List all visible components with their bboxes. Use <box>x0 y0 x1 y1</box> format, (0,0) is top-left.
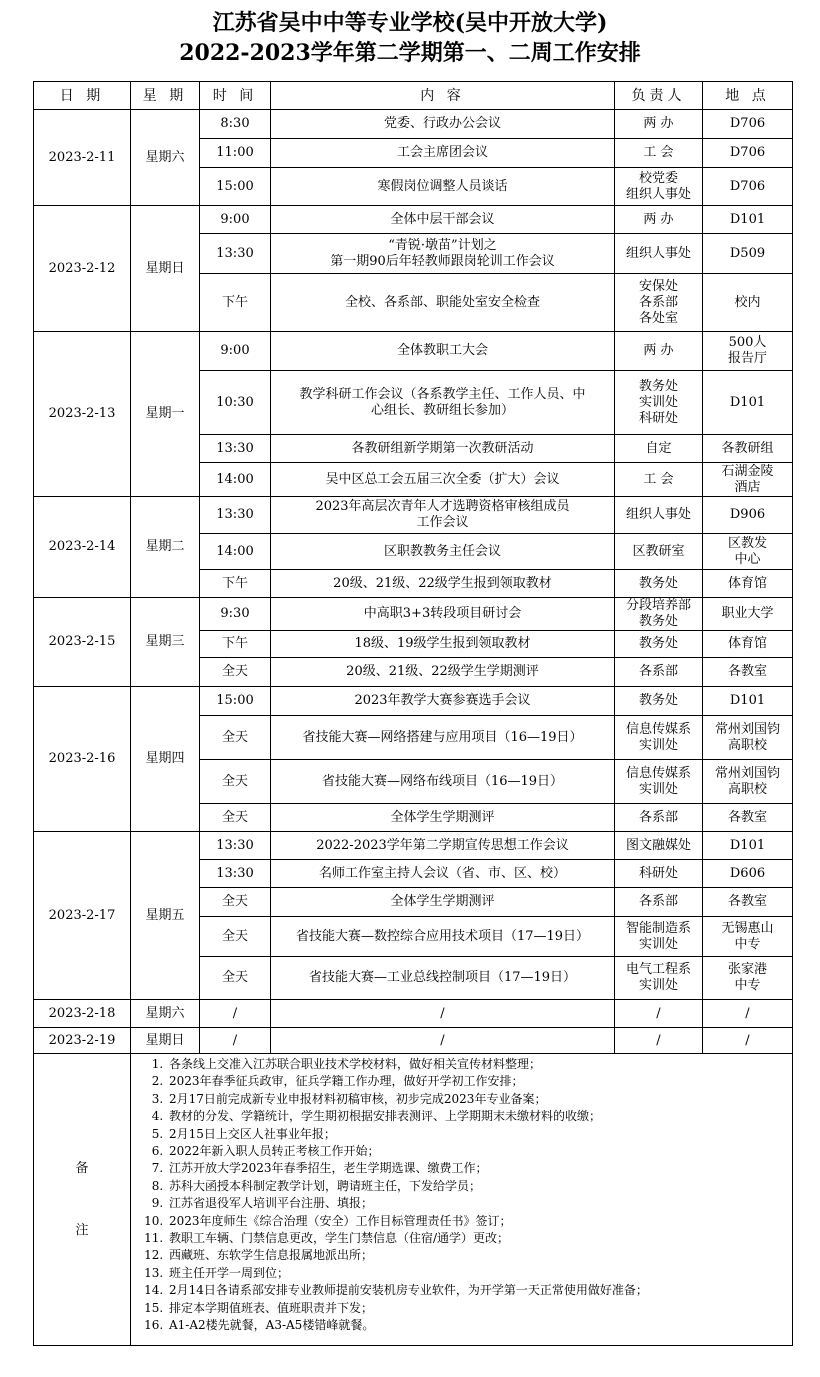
notes-label-char: 注 <box>75 1222 89 1238</box>
location-cell-line: / <box>745 1005 750 1021</box>
content-cell <box>271 371 615 435</box>
owner-cell-line: 各系部 <box>638 294 678 310</box>
location-cell-line: D101 <box>729 394 766 410</box>
owner-cell-line: 自定 <box>645 440 672 456</box>
location-cell <box>703 206 793 234</box>
time-cell: 13:30 <box>200 497 271 534</box>
owner-cell <box>615 804 703 832</box>
content-cell-line: “青锐·墩苗”计划之 <box>388 237 497 253</box>
content-cell <box>271 631 615 658</box>
content-cell-line: 省技能大赛—网络布线项目（16—19日） <box>321 773 564 789</box>
note-item: 6. 2022年新入职人员转正考核工作开始； <box>167 1143 786 1160</box>
content-cell-line: 2023年教学大赛参赛选手会议 <box>354 693 531 708</box>
schedule-row <box>34 832 793 860</box>
owner-cell-line: 智能制造系 <box>625 920 691 936</box>
owner-cell <box>615 917 703 957</box>
time-cell: 下午 <box>200 274 271 332</box>
content-cell-line: 区职教教务主任会议 <box>383 543 501 559</box>
location-cell <box>703 917 793 957</box>
owner-cell-line: 教务处 <box>638 614 678 629</box>
content-cell <box>271 598 615 631</box>
content-cell <box>271 716 615 760</box>
owner-cell <box>615 658 703 687</box>
content-cell-line: 全校、各系部、职能处室安全检查 <box>344 294 540 310</box>
location-cell-line: 各教室 <box>727 664 767 679</box>
location-cell <box>703 168 793 206</box>
location-cell <box>703 860 793 888</box>
location-cell-line: 报告厅 <box>727 351 767 366</box>
owner-cell <box>615 598 703 631</box>
time-cell: / <box>200 1000 271 1028</box>
time-cell: 下午 <box>200 570 271 598</box>
owner-cell-line: / <box>656 1032 661 1048</box>
content-cell-line: 省技能大赛—数控综合应用技术项目（17—19日） <box>295 928 590 944</box>
time-cell: 全天 <box>200 888 271 917</box>
location-cell-line: 校内 <box>734 294 761 310</box>
weekday-cell: 星期三 <box>131 598 200 687</box>
owner-cell <box>615 168 703 206</box>
location-cell <box>703 139 793 168</box>
content-cell <box>271 110 615 139</box>
note-item: 12. 西藏班、东软学生信息报属地派出所； <box>167 1247 786 1264</box>
content-cell <box>271 957 615 1000</box>
location-cell <box>703 598 793 631</box>
location-cell <box>703 332 793 371</box>
schedule-row <box>34 598 793 631</box>
owner-cell <box>615 497 703 534</box>
owner-cell-line: 教务处 <box>638 636 678 651</box>
location-cell <box>703 832 793 860</box>
location-cell-line: 职业大学 <box>721 606 774 621</box>
location-cell <box>703 1000 793 1028</box>
owner-cell-line: 各处室 <box>638 310 678 326</box>
owner-cell-line: 实训处 <box>638 978 678 993</box>
owner-cell-line: 区教研室 <box>632 543 685 559</box>
date-cell: 2023-2-17 <box>34 832 131 1000</box>
content-cell-line: / <box>440 1032 445 1048</box>
location-cell-line: 高职校 <box>727 781 767 797</box>
owner-cell-line: 两 办 <box>643 343 674 358</box>
location-cell-line: 各教室 <box>727 894 767 909</box>
location-cell-line: D101 <box>729 693 766 708</box>
content-cell <box>271 1000 615 1028</box>
time-cell: 10:30 <box>200 371 271 435</box>
header-time: 时 间 <box>200 82 271 110</box>
owner-cell-line: 组织人事处 <box>625 507 691 522</box>
note-item: 3. 2月17日前完成新专业申报材料初稿审核，初步完成2023年专业备案； <box>167 1091 786 1108</box>
content-cell <box>271 463 615 497</box>
location-cell-line: D906 <box>729 507 766 522</box>
location-cell-line: D509 <box>729 245 766 261</box>
content-cell-line: 2022-2023学年第二学期宣传思想工作会议 <box>316 837 569 853</box>
content-cell-line: 第一期90后年轻教师跟岗轮训工作会议 <box>330 253 555 269</box>
time-cell: 全天 <box>200 957 271 1000</box>
owner-cell-line: 安保处 <box>638 278 678 294</box>
location-cell <box>703 716 793 760</box>
content-cell <box>271 534 615 570</box>
content-cell <box>271 168 615 206</box>
date-cell: 2023-2-13 <box>34 332 131 497</box>
location-cell-line: 常州刘国钧 <box>714 721 780 737</box>
content-cell <box>271 274 615 332</box>
owner-cell <box>615 206 703 234</box>
time-cell: 13:30 <box>200 435 271 463</box>
owner-cell-line: 科研处 <box>638 410 678 426</box>
content-cell <box>271 435 615 463</box>
content-cell-line: 省技能大赛—网络搭建与应用项目（16—19日） <box>302 729 583 745</box>
time-cell: 14:00 <box>200 534 271 570</box>
location-cell-line: 区教发 <box>727 535 767 551</box>
content-cell-line: 全体学生学期测评 <box>390 809 495 825</box>
weekday-cell: 星期日 <box>131 206 200 332</box>
note-item: 9. 江苏省退役军人培训平台注册、填报； <box>167 1195 786 1212</box>
content-cell <box>271 658 615 687</box>
content-cell <box>271 332 615 371</box>
owner-cell-line: 工 会 <box>643 145 674 160</box>
owner-cell-line: 各系部 <box>638 894 678 909</box>
note-item: 7. 江苏开放大学2023年春季招生，老生学期选课、缴费工作； <box>167 1160 786 1177</box>
date-cell: 2023-2-15 <box>34 598 131 687</box>
owner-cell-line: 信息传媒系 <box>625 721 691 737</box>
note-item: 14. 2月14日各请系部安排专业教师提前安装机房专业软件，为开学第一天正常使用做好准备； <box>167 1282 786 1299</box>
location-cell <box>703 957 793 1000</box>
location-cell-line: D706 <box>729 145 766 160</box>
location-cell-line: D101 <box>729 837 766 853</box>
location-cell-line: 各教室 <box>727 809 767 825</box>
owner-cell <box>615 687 703 716</box>
owner-cell <box>615 832 703 860</box>
content-cell <box>271 917 615 957</box>
content-cell-line: / <box>440 1005 445 1021</box>
content-cell <box>271 888 615 917</box>
time-cell: 13:30 <box>200 860 271 888</box>
time-cell: 全天 <box>200 658 271 687</box>
location-cell-line: 500人 <box>728 335 767 350</box>
weekday-cell: 星期六 <box>131 1000 200 1028</box>
document-subtitle: 2022-2023学年第二学期第一、二周工作安排 <box>179 40 641 66</box>
location-cell <box>703 534 793 570</box>
location-cell <box>703 274 793 332</box>
location-cell-line: 张家港 <box>727 962 767 977</box>
content-cell-line: 全体中层干部会议 <box>390 211 495 227</box>
location-cell-line: D706 <box>729 116 766 131</box>
weekday-cell: 星期二 <box>131 497 200 598</box>
content-cell-line: 18级、19级学生报到领取教材 <box>354 636 531 651</box>
location-cell-line: 石湖金陵 <box>721 463 774 479</box>
time-cell: 全天 <box>200 716 271 760</box>
content-cell-line: 寒假岗位调整人员谈话 <box>377 178 508 194</box>
time-cell: 9:30 <box>200 598 271 631</box>
owner-cell <box>615 139 703 168</box>
document-title: 江苏省吴中中等专业学校(吴中开放大学) <box>212 10 608 36</box>
content-cell-line: 全体学生学期测评 <box>390 894 495 909</box>
owner-cell <box>615 110 703 139</box>
content-cell-line: 心组长、教研组长参加） <box>370 402 514 418</box>
header-content: 内 容 <box>271 82 615 110</box>
owner-cell-line: 实训处 <box>638 737 678 753</box>
location-cell <box>703 760 793 804</box>
content-cell <box>271 860 615 888</box>
owner-cell <box>615 332 703 371</box>
location-cell <box>703 463 793 497</box>
time-cell: 15:00 <box>200 168 271 206</box>
owner-cell <box>615 760 703 804</box>
owner-cell <box>615 274 703 332</box>
owner-cell-line: 图文融媒处 <box>625 837 691 853</box>
owner-cell <box>615 1000 703 1028</box>
note-item: 13. 班主任开学一周到位； <box>167 1265 786 1282</box>
content-cell-line: 吴中区总工会五届三次全委（扩大）会议 <box>325 471 560 487</box>
location-cell <box>703 371 793 435</box>
note-item: 11. 教职工车辆、门禁信息更改，学生门禁信息（住宿/通学）更改； <box>167 1230 786 1247</box>
owner-cell-line: 教务处 <box>638 693 678 708</box>
notes-row <box>34 1054 793 1346</box>
location-cell-line: 中专 <box>734 936 761 952</box>
content-cell-line: 全体教职工大会 <box>396 343 488 358</box>
notes-label-char: 备 <box>75 1160 89 1176</box>
header-location: 地 点 <box>703 82 793 110</box>
owner-cell <box>615 957 703 1000</box>
date-cell: 2023-2-14 <box>34 497 131 598</box>
content-cell <box>271 1028 615 1054</box>
location-cell-line: 常州刘国钧 <box>714 765 780 781</box>
owner-cell-line: 科研处 <box>638 865 678 881</box>
location-cell <box>703 888 793 917</box>
location-cell-line: 中心 <box>734 551 761 567</box>
location-cell <box>703 570 793 598</box>
content-cell <box>271 832 615 860</box>
date-cell: 2023-2-19 <box>34 1028 131 1054</box>
owner-cell <box>615 1028 703 1054</box>
content-cell-line: 名师工作室主持人会议（省、市、区、校） <box>318 865 566 881</box>
owner-cell-line: 电气工程系 <box>625 962 691 977</box>
content-cell-line: 20级、21级、22级学生报到领取教材 <box>333 575 552 591</box>
note-item: 2. 2023年春季征兵政审，征兵学籍工作办理，做好开学初工作安排； <box>167 1073 786 1090</box>
time-cell: 全天 <box>200 760 271 804</box>
location-cell-line: 高职校 <box>727 737 767 753</box>
content-cell-line: 各教研组新学期第一次教研活动 <box>351 440 534 456</box>
location-cell <box>703 658 793 687</box>
owner-cell <box>615 716 703 760</box>
date-cell: 2023-2-18 <box>34 1000 131 1028</box>
owner-cell-line: 教务处 <box>638 575 678 591</box>
time-cell: / <box>200 1028 271 1054</box>
owner-cell <box>615 860 703 888</box>
owner-cell <box>615 888 703 917</box>
owner-cell-line: 两 办 <box>643 116 674 131</box>
location-cell-line: D606 <box>729 865 766 881</box>
owner-cell-line: 实训处 <box>638 781 678 797</box>
schedule-row <box>34 687 793 716</box>
owner-cell-line: 实训处 <box>638 936 678 952</box>
location-cell <box>703 1028 793 1054</box>
location-cell <box>703 804 793 832</box>
time-cell: 15:00 <box>200 687 271 716</box>
owner-cell-line: / <box>656 1005 661 1021</box>
time-cell: 14:00 <box>200 463 271 497</box>
location-cell-line: 各教研组 <box>721 440 774 456</box>
owner-cell-line: 组织人事处 <box>625 186 691 202</box>
content-cell <box>271 497 615 534</box>
content-cell <box>271 760 615 804</box>
schedule-row <box>34 1028 793 1054</box>
content-cell <box>271 804 615 832</box>
schedule-row <box>34 1000 793 1028</box>
time-cell: 8:30 <box>200 110 271 139</box>
weekday-cell: 星期六 <box>131 110 200 206</box>
location-cell-line: 酒店 <box>734 479 761 495</box>
weekday-cell: 星期日 <box>131 1028 200 1054</box>
schedule-row <box>34 497 793 534</box>
notes-label <box>34 1054 131 1346</box>
notes-body <box>131 1054 793 1346</box>
owner-cell <box>615 570 703 598</box>
note-item: 15. 排定本学期值班表、值班职责并下发； <box>167 1300 786 1317</box>
location-cell <box>703 497 793 534</box>
date-cell: 2023-2-16 <box>34 687 131 832</box>
schedule-table <box>33 81 793 1346</box>
schedule-row <box>34 110 793 139</box>
note-item: 4. 教材的分发、学籍统计，学生期初根据安排表测评、上学期期末未缴材料的收缴； <box>167 1108 786 1125</box>
time-cell: 全天 <box>200 804 271 832</box>
note-item: 10. 2023年度师生《综合治理（安全）工作目标管理责任书》签订； <box>167 1213 786 1230</box>
owner-cell-line: 组织人事处 <box>625 245 691 261</box>
owner-cell-line: 校党委 <box>638 170 678 186</box>
header-row <box>34 82 793 110</box>
schedule-row <box>34 206 793 234</box>
date-cell: 2023-2-12 <box>34 206 131 332</box>
time-cell: 13:30 <box>200 234 271 274</box>
content-cell <box>271 687 615 716</box>
content-cell-line: 工会主席团会议 <box>396 145 488 160</box>
weekday-cell: 星期四 <box>131 687 200 832</box>
location-cell <box>703 234 793 274</box>
time-cell: 11:00 <box>200 139 271 168</box>
owner-cell-line: 工 会 <box>643 471 674 487</box>
location-cell-line: D706 <box>729 178 766 194</box>
time-cell: 下午 <box>200 631 271 658</box>
owner-cell-line: 各系部 <box>638 809 678 825</box>
content-cell <box>271 570 615 598</box>
header-weekday: 星 期 <box>131 82 200 110</box>
header-owner: 负责人 <box>615 82 703 110</box>
owner-cell <box>615 534 703 570</box>
weekday-cell: 星期一 <box>131 332 200 497</box>
notes-list <box>137 1056 786 1335</box>
content-cell-line: 省技能大赛—工业总线控制项目（17—19日） <box>308 970 577 985</box>
content-cell <box>271 206 615 234</box>
location-cell-line: 中专 <box>734 978 761 993</box>
note-item: 1. 各条线上交准入江苏联合职业技术学校材料，做好相关宣传材料整理； <box>167 1056 786 1073</box>
note-item: 5. 2月15日上交区人社事业年报； <box>167 1126 786 1143</box>
time-cell: 9:00 <box>200 206 271 234</box>
date-cell: 2023-2-11 <box>34 110 131 206</box>
location-cell <box>703 631 793 658</box>
content-cell-line: 中高职3+3转段项目研讨会 <box>363 606 522 621</box>
owner-cell-line: 各系部 <box>638 664 678 679</box>
location-cell-line: D101 <box>729 211 766 227</box>
content-cell-line: 工作会议 <box>416 515 469 530</box>
owner-cell-line: 教务处 <box>638 378 678 394</box>
location-cell-line: 体育馆 <box>727 636 767 651</box>
location-cell-line: / <box>745 1032 750 1048</box>
content-cell <box>271 234 615 274</box>
location-cell-line: 体育馆 <box>727 575 767 591</box>
content-cell <box>271 139 615 168</box>
time-cell: 全天 <box>200 917 271 957</box>
owner-cell <box>615 371 703 435</box>
location-cell <box>703 435 793 463</box>
content-cell-line: 20级、21级、22级学生学期测评 <box>346 664 539 679</box>
location-cell <box>703 687 793 716</box>
owner-cell <box>615 234 703 274</box>
owner-cell-line: 分段培养部 <box>625 598 691 613</box>
location-cell-line: 无锡惠山 <box>721 920 774 936</box>
content-cell-line: 教学科研工作会议（各系教学主任、工作人员、中 <box>299 386 586 402</box>
note-item: 8. 苏科大函授本科制定教学计划，聘请班主任，下发给学员； <box>167 1178 786 1195</box>
weekday-cell: 星期五 <box>131 832 200 1000</box>
content-cell-line: 党委、行政办公会议 <box>383 116 501 131</box>
owner-cell-line: 实训处 <box>638 394 678 410</box>
note-item: 16. A1-A2楼先就餐，A3-A5楼错峰就餐。 <box>167 1317 786 1334</box>
owner-cell <box>615 631 703 658</box>
location-cell <box>703 110 793 139</box>
time-cell: 9:00 <box>200 332 271 371</box>
schedule-row <box>34 332 793 371</box>
owner-cell-line: 两 办 <box>643 211 674 227</box>
content-cell-line: 2023年高层次青年人才选聘资格审核组成员 <box>315 499 570 514</box>
owner-cell <box>615 463 703 497</box>
owner-cell-line: 信息传媒系 <box>625 765 691 781</box>
owner-cell <box>615 435 703 463</box>
time-cell: 13:30 <box>200 832 271 860</box>
header-date: 日 期 <box>34 82 131 110</box>
